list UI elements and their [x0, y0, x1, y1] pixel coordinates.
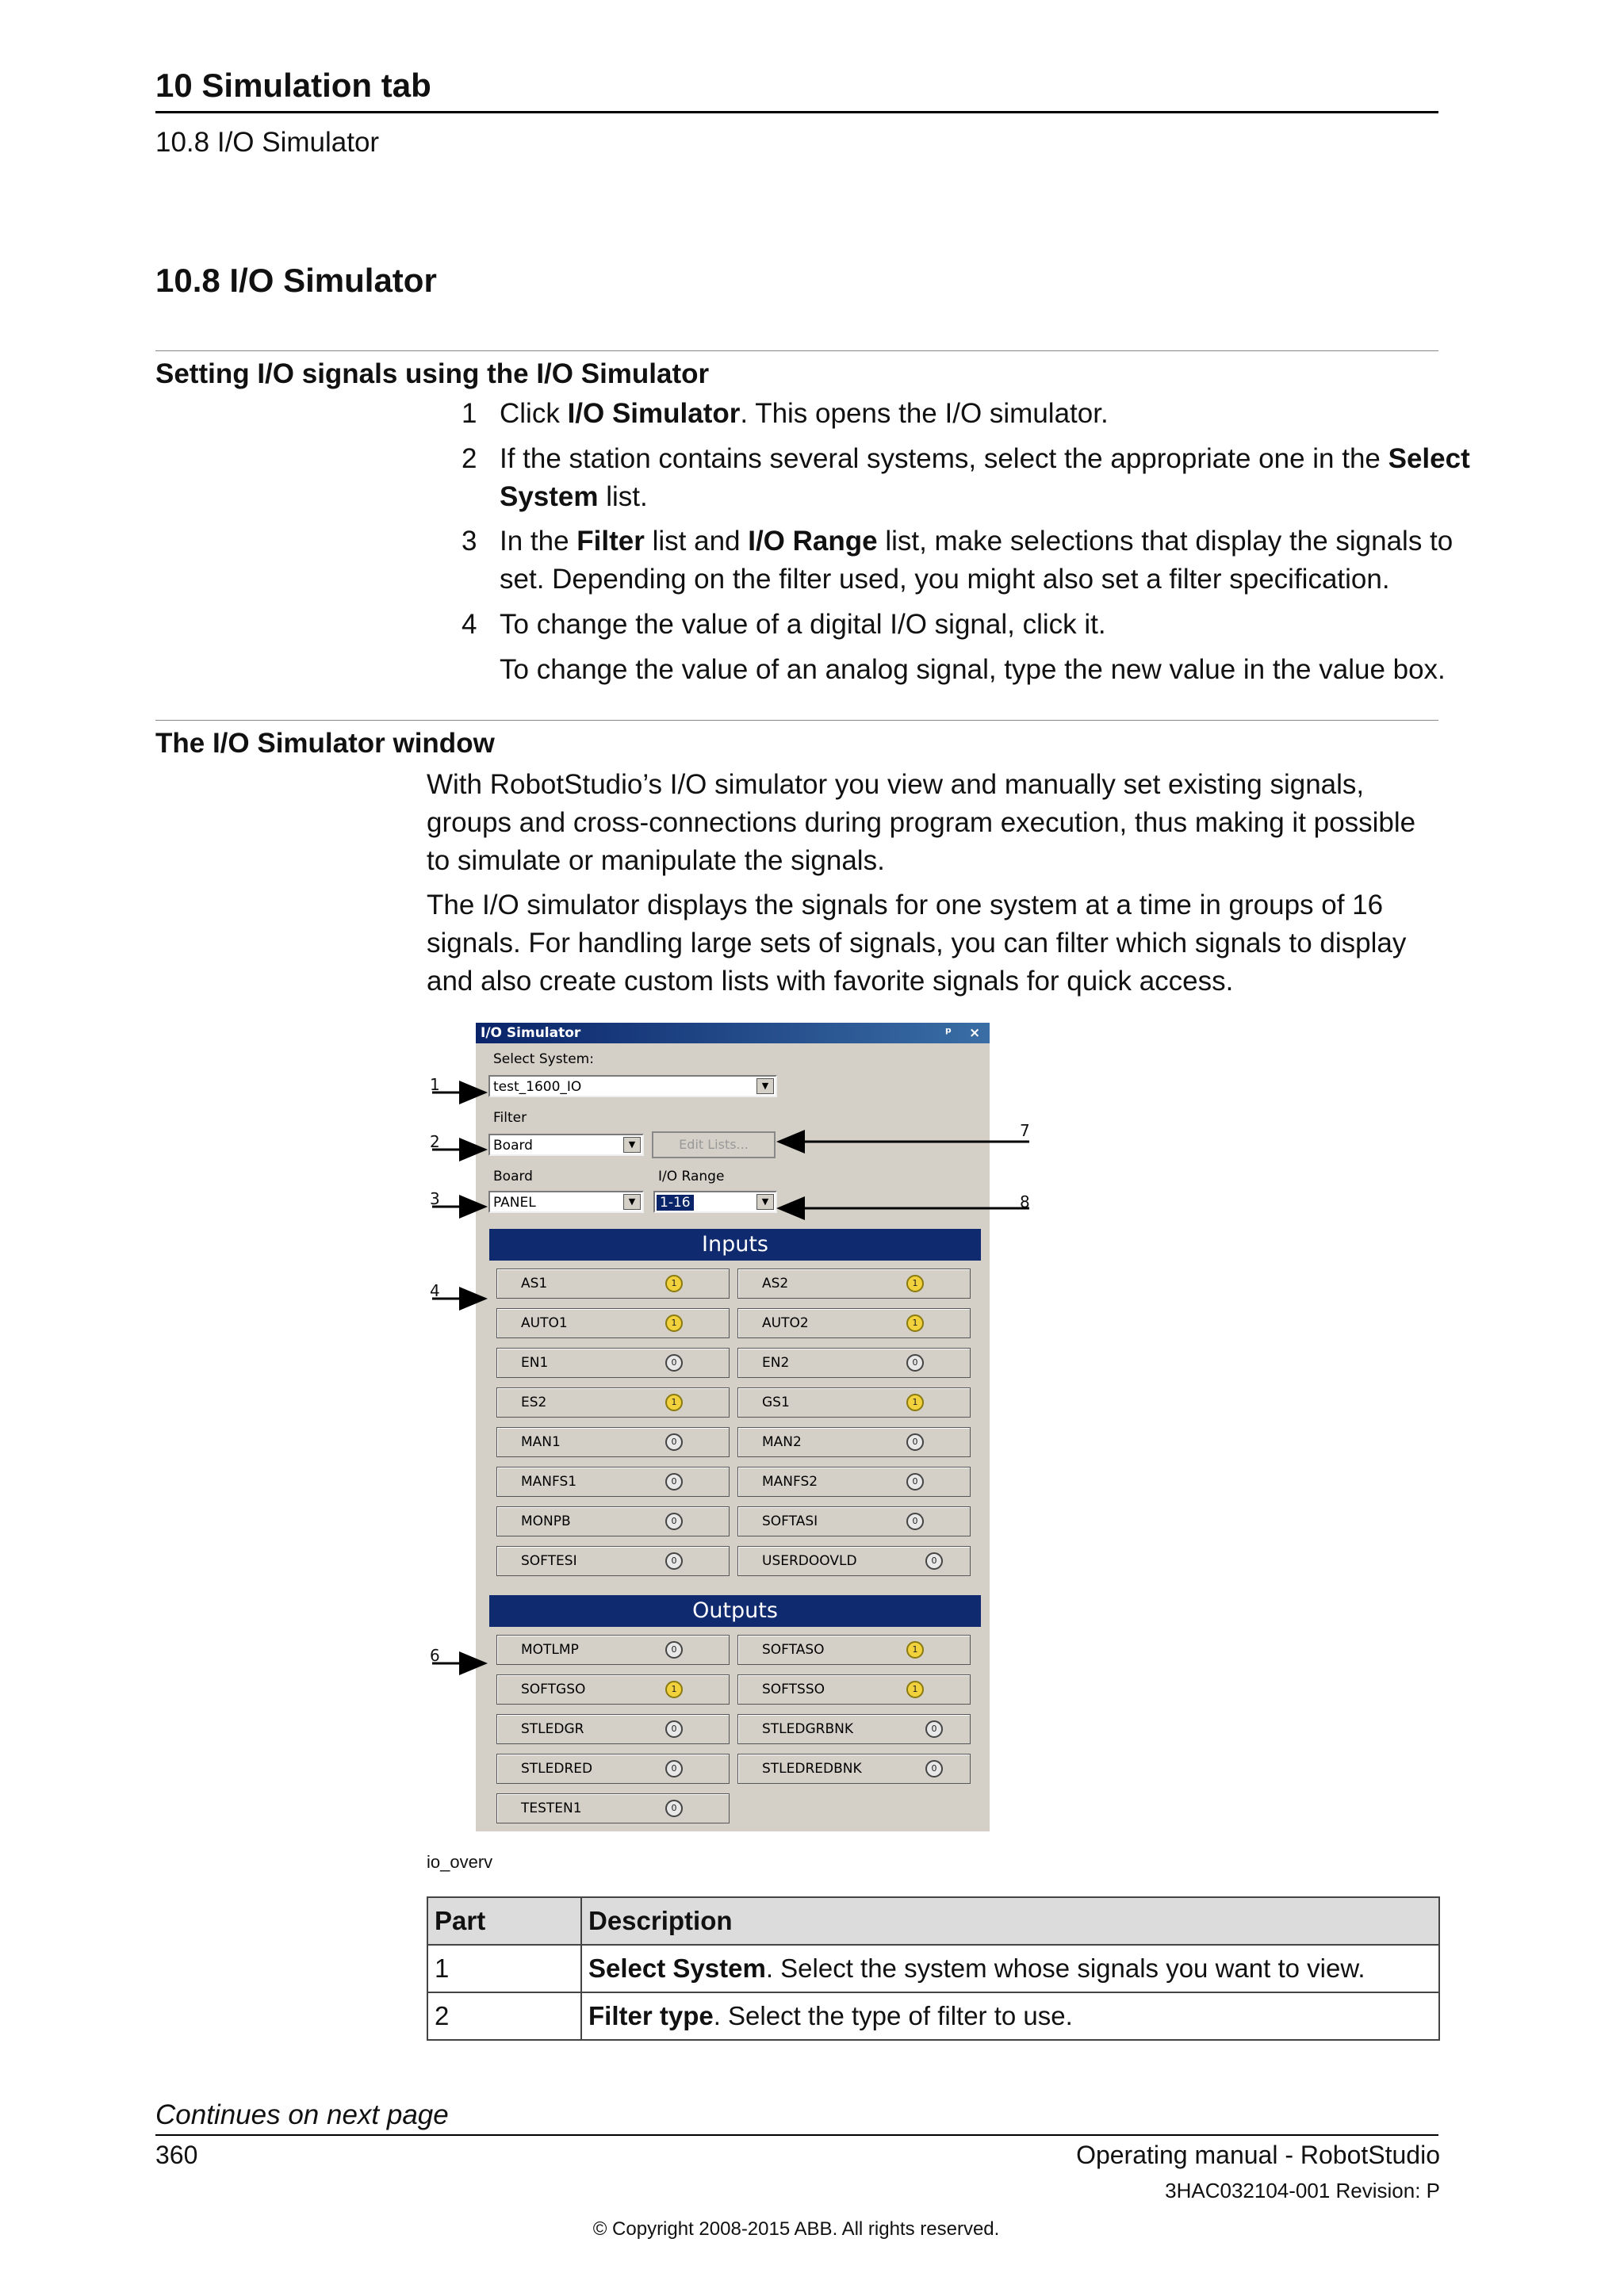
step-3: 3 In the Filter list and I/O Range list, make selections that display the signals to set. Depending on the filter used, you might also set a filter specification. [462, 526, 1454, 595]
io-range-label: I/O Range [658, 1169, 725, 1184]
section-title: 10.8 I/O Simulator [155, 262, 437, 299]
callout-4: 4 [430, 1281, 440, 1300]
window-para-2: The I/O simulator displays the signals for one system at a time in groups of 16 signals. For handling large sets of signals, you can filter which signals to display and also create custom lists with favorite signals for quick access. [427, 890, 1407, 997]
chevron-down-icon: ▼ [756, 1194, 774, 1210]
select-system-label: Select System: [493, 1051, 594, 1067]
pin-icon[interactable]: ᵖ [945, 1025, 952, 1041]
filter-dropdown[interactable]: Board ▼ [488, 1134, 644, 1156]
signal-state-indicator-icon: 0 [925, 1760, 943, 1777]
step-1: 1 Click I/O Simulator. This opens the I/O simulator. [462, 398, 1109, 429]
section-header: 10.8 I/O Simulator [155, 127, 380, 158]
signal-name: EN1 [521, 1355, 549, 1371]
board-label: Board [493, 1169, 533, 1184]
setting-heading: Setting I/O signals using the I/O Simulator [155, 358, 710, 389]
step-4-extra: To change the value of an analog signal, type the new value in the value box. [500, 654, 1446, 685]
outputs-band: Outputs [489, 1595, 981, 1627]
select-system-dropdown[interactable]: test_1600_IO ▼ [488, 1075, 777, 1097]
signal-state-indicator-icon: 1 [906, 1681, 924, 1698]
document-id: 3HAC032104-001 Revision: P [1165, 2179, 1440, 2202]
signal-state-indicator-icon: 0 [665, 1800, 683, 1817]
chevron-down-icon: ▼ [623, 1137, 641, 1153]
signal-name: MAN2 [762, 1434, 802, 1450]
signal-name: MANFS1 [521, 1474, 577, 1490]
signal-name: GS1 [762, 1395, 790, 1410]
signal-state-indicator-icon: 1 [665, 1681, 683, 1698]
signal-state-indicator-icon: 0 [665, 1720, 683, 1738]
sim-title: I/O Simulator [481, 1025, 581, 1041]
signal-state-indicator-icon: 0 [665, 1760, 683, 1777]
board-dropdown[interactable]: PANEL ▼ [488, 1191, 644, 1213]
callout-3: 3 [430, 1189, 440, 1208]
cell-description: Select System. Select the system whose signals you want to view. [581, 1945, 1439, 1992]
signal-name: AUTO2 [762, 1315, 809, 1331]
step-2: 2 If the station contains several systems, select the appropriate one in the Select System list. [462, 443, 1470, 512]
signal-name: AUTO1 [521, 1315, 568, 1331]
signal-name: AS2 [762, 1276, 789, 1292]
table-header-row [427, 1897, 1439, 1945]
callout-1: 1 [430, 1075, 440, 1094]
signal-state-indicator-icon: 1 [906, 1314, 924, 1332]
signal-state-indicator-icon: 0 [906, 1473, 924, 1490]
signal-state-indicator-icon: 0 [906, 1513, 924, 1530]
signal-state-indicator-icon: 0 [906, 1433, 924, 1451]
signal-name: EN2 [762, 1355, 790, 1371]
step-4: 4 To change the value of a digital I/O signal, click it. [462, 609, 1106, 640]
signal-state-indicator-icon: 0 [665, 1473, 683, 1490]
cell-description: Filter type. Select the type of filter to use. [581, 1992, 1439, 2040]
parts-table [427, 1896, 1440, 2041]
callout-6: 6 [430, 1646, 440, 1665]
filter-label: Filter [493, 1110, 527, 1126]
signal-name: SOFTASO [762, 1642, 825, 1658]
header-part: Part [427, 1897, 581, 1945]
signal-name: MONPB [521, 1513, 571, 1529]
signal-name: SOFTASI [762, 1513, 818, 1529]
signal-name: SOFTSSO [762, 1682, 825, 1697]
cell-part: 2 [427, 1992, 581, 2040]
continues-note: Continues on next page [155, 2099, 449, 2130]
window-heading: The I/O Simulator window [155, 728, 495, 759]
signal-name: MAN1 [521, 1434, 561, 1450]
io-range-dropdown[interactable]: 1-16 ▼ [653, 1191, 777, 1213]
signal-name: TESTEN1 [521, 1800, 582, 1816]
header-description: Description [581, 1897, 1439, 1945]
signal-state-indicator-icon: 1 [665, 1314, 683, 1332]
signal-state-indicator-icon: 1 [906, 1394, 924, 1411]
signal-state-indicator-icon: 0 [925, 1720, 943, 1738]
signal-state-indicator-icon: 1 [665, 1394, 683, 1411]
close-icon[interactable]: × [969, 1025, 981, 1041]
signal-state-indicator-icon: 0 [665, 1641, 683, 1659]
signal-name: MOTLMP [521, 1642, 579, 1658]
signal-state-indicator-icon: 0 [906, 1354, 924, 1372]
signal-name: SOFTESI [521, 1553, 577, 1569]
window-para-1: With RobotStudio’s I/O simulator you view and manually set existing signals, groups and cross-connections during program execution, thus making it possible to simulate or manipulate the signals. [427, 769, 1416, 876]
signal-state-indicator-icon: 0 [925, 1552, 943, 1570]
callout-8: 8 [1020, 1192, 1030, 1211]
signal-name: SOFTGSO [521, 1682, 586, 1697]
inputs-band: Inputs [489, 1229, 981, 1261]
signal-state-indicator-icon: 1 [906, 1275, 924, 1292]
signal-name: MANFS2 [762, 1474, 818, 1490]
signal-name: USERDOOVLD [762, 1553, 857, 1569]
chapter-header: 10 Simulation tab [155, 67, 431, 104]
chevron-down-icon: ▼ [623, 1194, 641, 1210]
table-row [427, 1992, 1439, 2040]
copyright: © Copyright 2008-2015 ABB. All rights reserved. [592, 2218, 1000, 2240]
signal-name: STLEDGRBNK [762, 1721, 853, 1737]
callout-7: 7 [1020, 1121, 1030, 1140]
signal-state-indicator-icon: 1 [906, 1641, 924, 1659]
page-number: 360 [155, 2141, 198, 2169]
signal-state-indicator-icon: 0 [665, 1433, 683, 1451]
signal-state-indicator-icon: 0 [665, 1513, 683, 1530]
callout-2: 2 [430, 1132, 440, 1151]
figure-caption: io_overv [427, 1852, 493, 1872]
footer-rule [155, 2134, 1438, 2136]
cell-part: 1 [427, 1945, 581, 1992]
signal-state-indicator-icon: 0 [665, 1552, 683, 1570]
signal-name: STLEDRED [521, 1761, 593, 1777]
signal-state-indicator-icon: 0 [665, 1354, 683, 1372]
table-row [427, 1945, 1439, 1992]
signal-name: ES2 [521, 1395, 547, 1410]
chevron-down-icon: ▼ [756, 1078, 774, 1094]
signal-name: AS1 [521, 1276, 548, 1292]
signal-name: STLEDGR [521, 1721, 584, 1737]
manual-title: Operating manual - RobotStudio [1076, 2141, 1440, 2169]
edit-lists-button[interactable]: Edit Lists... [652, 1131, 776, 1158]
signal-state-indicator-icon: 1 [665, 1275, 683, 1292]
signal-name: STLEDREDBNK [762, 1761, 862, 1777]
